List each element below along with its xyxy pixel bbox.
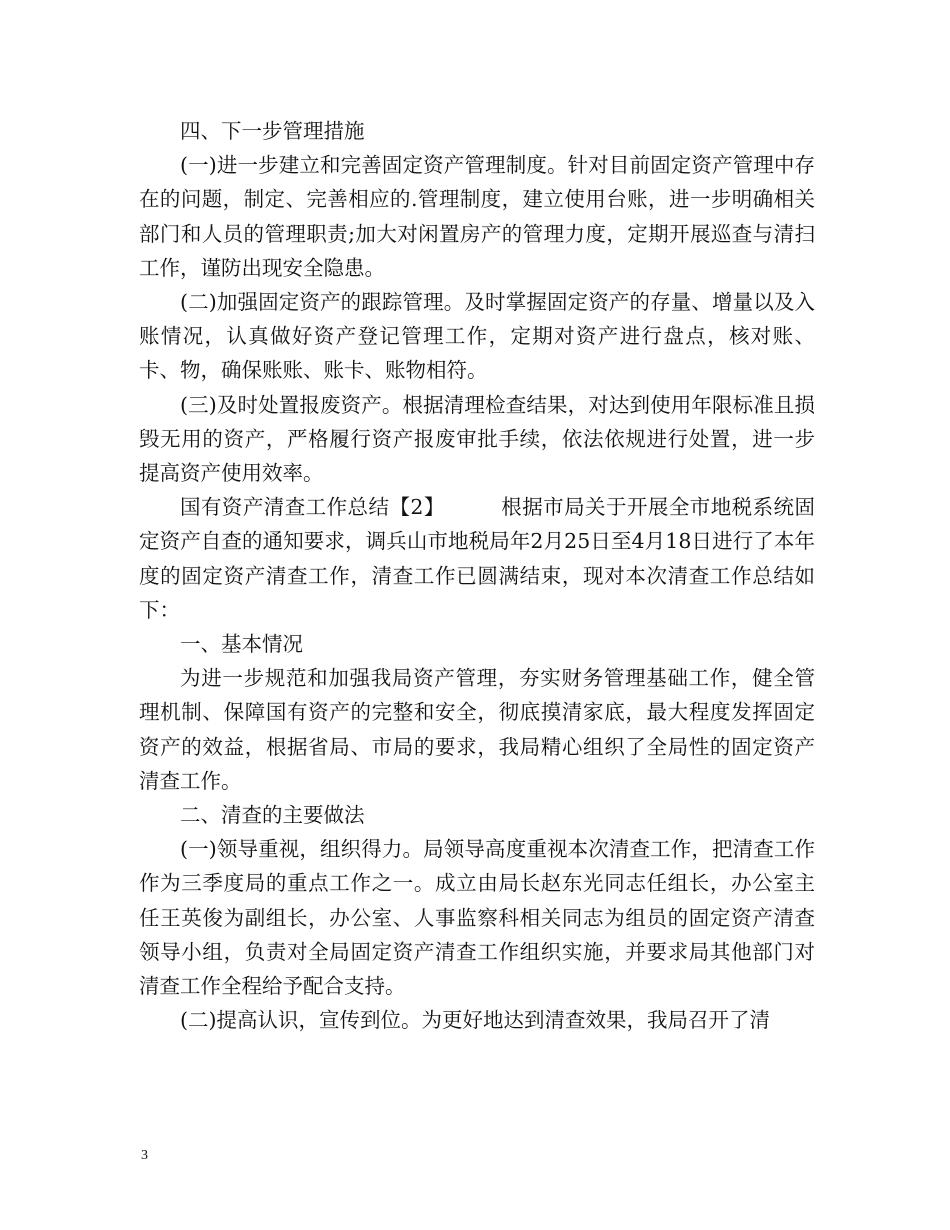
paragraph-basic-situation: 为进一步规范和加强我局资产管理，夯实财务管理基础工作，健全管理机制、保障国有资产的完整和安全，彻底摸清家底，最大程度发挥固定资产的效益，根据省局、市局的要求，我局精心组织了全局性的固定资产清查工作。 xyxy=(139,666,815,793)
document-body xyxy=(139,114,815,1037)
page-number: 3 xyxy=(141,1148,148,1163)
summary-heading: 国有资产清查工作总结【2】 xyxy=(180,495,445,520)
section-heading-basic-situation: 一、基本情况 xyxy=(180,632,303,657)
paragraph-practice-2: (二)提高认识，宣传到位。为更好地达到清查效果，我局召开了清 xyxy=(180,1008,770,1033)
section-heading-next-steps: 四、下一步管理措施 xyxy=(180,119,365,143)
paragraph-practice-1: (一)领导重视，组织得力。局领导高度重视本次清查工作，把清查工作作为三季度局的重点工作之一。成立由局长赵东光同志任组长，办公室主任王英俊为副组长，办公室、人事监察科相关同志为组员的固定资产清查领导小组，负责对全局固定资产清查工作组织实施，并要求局其他部门对清查工作全程给予配合支持。 xyxy=(139,837,815,999)
paragraph-measure-3: (三)及时处置报废资产。根据清理检查结果，对达到使用年限标准且损毁无用的资产，严格履行资产报废审批手续，依法依规进行处置，进一步提高资产使用效率。 xyxy=(139,392,815,486)
section-heading-main-practices: 二、清查的主要做法 xyxy=(180,803,365,828)
paragraph-measure-2: (二)加强固定资产的跟踪管理。及时掌握固定资产的存量、增量以及入账情况，认真做好资产登记管理工作，定期对资产进行盘点，核对账、卡、物，确保账账、账卡、账物相符。 xyxy=(139,290,815,383)
paragraph-measure-1: (一)进一步建立和完善固定资产管理制度。针对目前固定资产管理中存在的问题，制定、完善相应的.管理制度，建立使用台账，进一步明确相关部门和人员的管理职责;加大对闲置房产的管理力度，定期开展巡查与清扫工作，谨防出现安全隐患。 xyxy=(139,153,815,280)
paragraph-summary-intro xyxy=(139,490,815,627)
summary-body: 根据市局关于开展全市地税系统固定资产自查的通知要求，调兵山市地税局年2月25日至4月18日进行了本年度的固定资产清查工作，清查工作已圆满结束，现对本次清查工作总结如下： xyxy=(139,495,815,622)
